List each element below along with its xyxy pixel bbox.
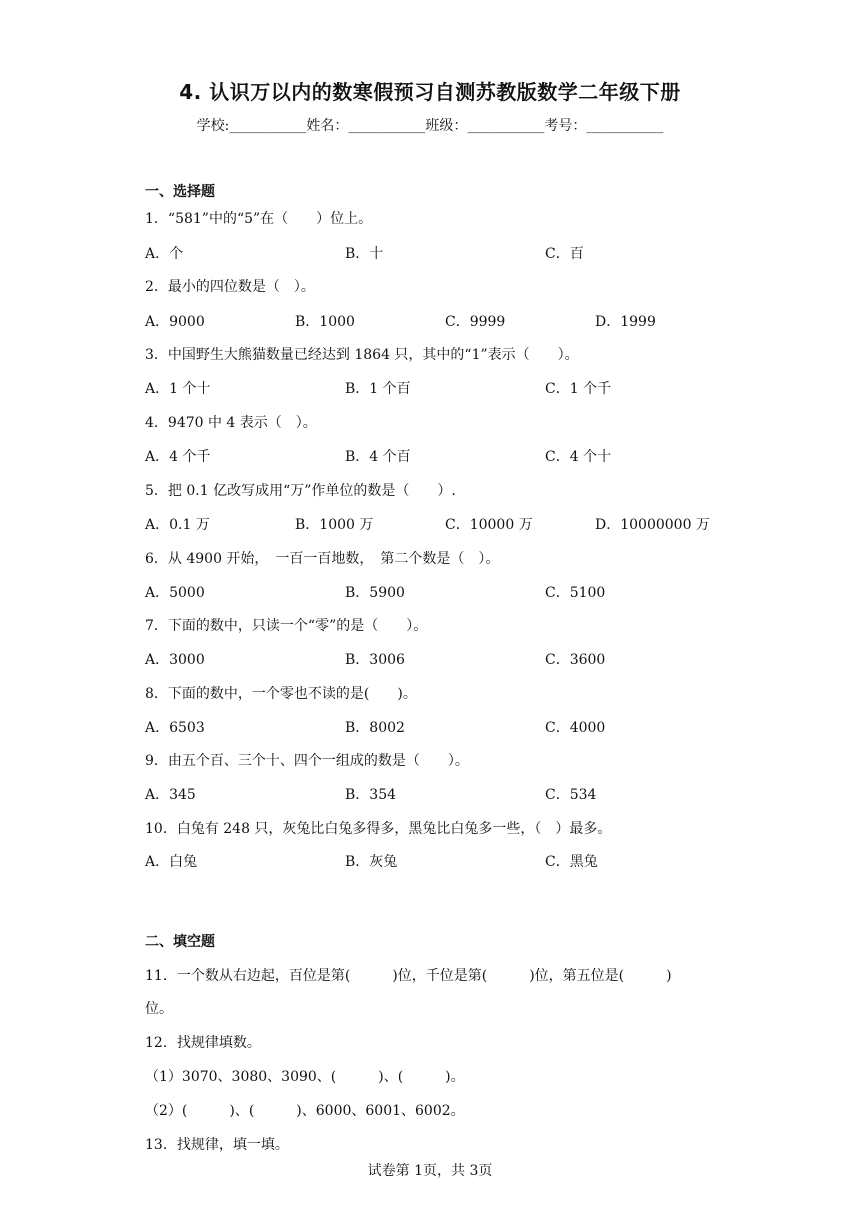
q2-option-c: C．9999	[445, 314, 506, 330]
question-9: 9．由五个百、三个十、四个一组成的数是（ ）。	[145, 753, 469, 769]
q7-option-c: C．3600	[545, 652, 606, 668]
q8-option-b: B．8002	[345, 720, 405, 736]
q3-option-a: A．1 个十	[145, 381, 211, 397]
question-12-part-1: （1）3070、3080、3090、( )、( )。	[145, 1069, 465, 1085]
q5-option-b: B．1000 万	[295, 517, 374, 533]
q4-option-c: C．4 个十	[545, 449, 612, 465]
q8-option-a: A．6503	[145, 720, 205, 736]
q6-option-a: A．5000	[145, 585, 205, 601]
question-7: 7．下面的数中，只读一个“零”的是（ ）。	[145, 618, 428, 634]
question-13: 13．找规律，填一填。	[145, 1137, 289, 1153]
q7-option-b: B．3006	[345, 652, 405, 668]
question-11-line-2: 位。	[145, 1001, 173, 1017]
q10-option-a: A．白兔	[145, 854, 198, 870]
q8-option-c: C．4000	[545, 720, 606, 736]
q10-option-b: B．灰兔	[345, 854, 398, 870]
q7-option-a: A．3000	[145, 652, 205, 668]
student-info-line: 学校:___________姓名：___________班级：___________考号：___________	[196, 118, 664, 134]
q5-option-c: C．10000 万	[445, 517, 533, 533]
question-10: 10．白兔有 248 只，灰兔比白兔多得多，黑兔比白兔多一些，（ ）最多。	[145, 821, 612, 837]
question-6: 6．从 4900 开始， 一百一百地数， 第二个数是（ ）。	[145, 551, 500, 567]
page-title: 4. 认识万以内的数寒假预习自测苏教版数学二年级下册	[179, 80, 681, 104]
q2-option-b: B．1000	[295, 314, 355, 330]
q2-option-d: D．1999	[595, 314, 656, 330]
question-1: 1．“581”中的“5”在（ ）位上。	[145, 211, 373, 227]
page-footer: 试卷第 1页，共 3页	[367, 1163, 493, 1179]
question-11-line-1: 11．一个数从右边起，百位是第( )位，千位是第( )位，第五位是( )	[145, 968, 672, 984]
question-4: 4．9470 中 4 表示（ ）。	[145, 415, 317, 431]
q5-option-d: D．10000000 万	[595, 517, 710, 533]
q3-option-b: B．1 个百	[345, 381, 411, 397]
section-heading-fill: 二、填空题	[145, 934, 215, 950]
q4-option-a: A．4 个千	[145, 449, 211, 465]
question-3: 3．中国野生大熊猫数量已经达到 1864 只，其中的“1”表示（ ）。	[145, 347, 579, 363]
question-12-part-2: （2）( )、( )、6000、6001、6002。	[145, 1103, 465, 1119]
q6-option-b: B．5900	[345, 585, 405, 601]
q5-option-a: A．0.1 万	[145, 517, 210, 533]
q2-option-a: A．9000	[145, 314, 205, 330]
q1-option-b: B．十	[345, 246, 384, 262]
question-12: 12．找规律填数。	[145, 1035, 261, 1051]
q1-option-c: C．百	[545, 246, 584, 262]
q6-option-c: C．5100	[545, 585, 606, 601]
q1-option-a: A．个	[145, 246, 184, 262]
q9-option-b: B．354	[345, 787, 397, 803]
q4-option-b: B．4 个百	[345, 449, 411, 465]
question-8: 8．下面的数中，一个零也不读的是( )。	[145, 686, 417, 702]
section-heading-choice: 一、选择题	[145, 184, 215, 200]
q3-option-c: C．1 个千	[545, 381, 612, 397]
q9-option-c: C．534	[545, 787, 597, 803]
question-5: 5．把 0.1 亿改写成用“万”作单位的数是（ ）.	[145, 483, 456, 499]
question-2: 2．最小的四位数是（ ）。	[145, 279, 315, 295]
q9-option-a: A．345	[145, 787, 196, 803]
q10-option-c: C．黑兔	[545, 854, 598, 870]
